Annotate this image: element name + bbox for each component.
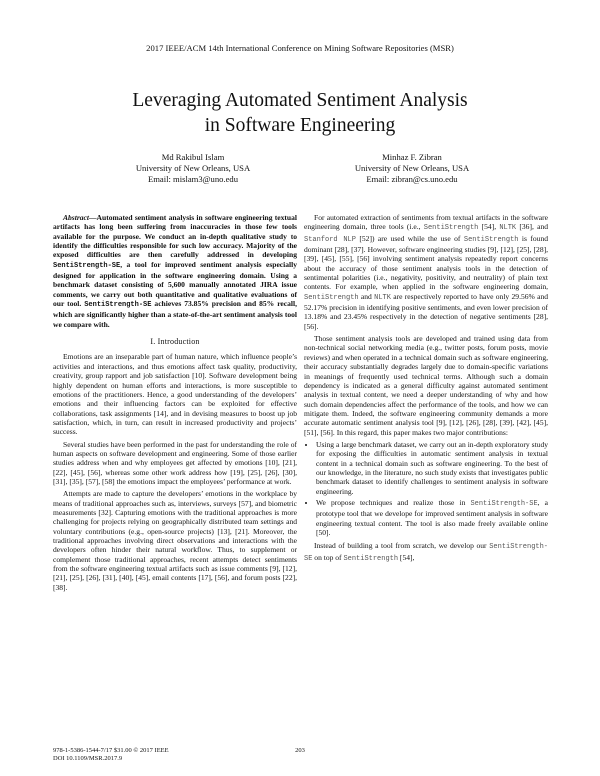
author-affiliation: University of New Orleans, USA (354, 163, 470, 173)
paragraph: Several studies have been performed in the past for understanding the role of human aspects on software development and engineering. Some of those earlier studies address when and why employees get affected by emotions [10], [21], [22], [45], [56], whereas some other work address how [19], [25], [26], [30], [31], [35], [57], [58] the emotions impact the employees’ performance at work. (53, 439, 297, 486)
page-number: 203 (295, 747, 305, 754)
paragraph: Those sentiment analysis tools are developed and trained using data from non-technical social networking media (e.g., twitter posts, forum posts, movie reviews) and when operated in a technical domain such as software engineering, their accuracy substantially degrades largely due to domain-specific variations in meanings of frequently used technical terms. Although such a domain dependency is indicated as a general difficulty against automated sentiment analysis in textual content, we need a deeper understanding of why and how such domain dependencies affect the performance of the tools, and how we can mitigate them. Indeed, the software engineering community demands a more accurate automatic sentiment analysis tool [9], [12], [26], [28], [39], [42], [45], [51], [56]. In this regard, this paper makes two major contributions: (304, 334, 548, 437)
author-2 (297, 152, 527, 185)
author-email: Email: mislam3@uno.edu (147, 174, 239, 184)
author-affiliation: University of New Orleans, USA (135, 163, 251, 173)
contribution-list (304, 440, 548, 537)
section-heading-introduction: I. Introduction (150, 337, 200, 347)
paper-title (60, 88, 540, 138)
title-line-1: Leveraging Automated Sentiment Analysis (132, 90, 468, 111)
paragraph: For automated extraction of sentiments from textual artifacts in the software engineering domain, three tools (i.e., SentiStrength [54], NLTK [36], and Stanford NLP [52]) are used while the use of SentiStrength is found dominant [28], [37]. However, software engineering studies [9], [12], [25], [28], [39], [45], [55], [56] involving sentiment analysis repeatedly report concerns about the accuracy of those sentiment analysis tools in the detection of sentimental polarities (i.e., negativity, positivity, and neutrality) of plain text contents. For example, when applied in the software engineering domain, SentiStrength and NLTK are respectively reported to have only 29.56% and 52.17% precision in identifying positive sentiments, and even lower precision of 13.18% and 23.45% respectively in the detection of negative sentiments [28], [56]. (304, 213, 548, 331)
list-item: • Using a large benchmark dataset, we carry out an in-depth exploratory study for exposing the difficulties in automatic sentiment analysis in textual content in a technical domain such as software engineering. To the best of our knowledge, in the literature, no such study exists that investigates public benchmark dataset to identify challenges to sentiment analysis in software engineering. (316, 440, 548, 496)
footer-copyright: 978-1-5386-1544-7/17 $31.00 © 2017 IEEE DOI 10.1109/MSR.2017.9 (53, 747, 169, 762)
author-1 (78, 152, 308, 185)
right-column (304, 213, 548, 567)
author-name: Minhaz F. Zibran (382, 152, 442, 162)
author-name: Md Rakibul Islam (161, 152, 225, 162)
abstract-label: Abstract (63, 213, 89, 222)
list-item: • We propose techniques and realize those in SentiStrength-SE, a prototype tool that we develope for improved sentiment analysis in software engineering textual content. The tool is also made freely available online [50]. (316, 498, 548, 537)
paragraph: Emotions are an inseparable part of human nature, which influence people’s activities and interactions, and thus emotions affect task quality, productivity, creativity, group rapport and job satisfaction [10]. Software development being highly dependent on human efforts and interactions, is more susceptible to emotions of the practitioners. Hence, a good understanding of the developers’ emotions and their influencing factors can be exploited for effective collaborations, task assignments [14], and in devising measures to boost up job satisfaction, which, in turn, can result in increased productivity and projects’ success. (53, 352, 297, 437)
conference-header: 2017 IEEE/ACM 14th International Conference on Mining Software Repositories (MSR) (146, 43, 454, 53)
paragraph: Attempts are made to capture the developers’ emotions in the workplace by means of traditional approaches such as, interviews, surveys [57], and biometric measurements [32]. Capturing emotions with the traditional approaches is more challenging for projects relying on geographically distributed team settings and voluntary contributions (e.g., open-source projects) [13], [21]. Moreover, the traditional approaches involving direct observations and interactions with the developers often hinder their natural workflow. Thus, to supplement or complement those traditional approaches, recent attempts detect sentiments from the software engineering textual artifacts such as issue comments [9], [12], [21], [25], [26], [31], [40], [45], email contents [17], [56], and forum posts [22], [38]. (53, 489, 297, 592)
abstract: Abstract—Automated sentiment analysis in software engineering textual artifacts has long been suffering from inaccuracies in those few tools available for the purpose. We conduct an in-depth qualitative study to identify the difficulties responsible for such low accuracy. Majority of the exposed difficulties are then carefully addressed in developing SentiStrength-SE, a tool for improved sentiment analysis especially designed for application in the software engineering domain. Using a benchmark dataset consisting of 5,600 manually annotated JIRA issue comments, we carry out both quantitative and qualitative evaluations of our tool. SentiStrength-SE achieves 73.85% precision and 85% recall, which are significantly higher than a state-of-the-art sentiment analysis tool we compare with. (53, 213, 297, 329)
author-email: Email: zibran@cs.uno.edu (366, 174, 458, 184)
paragraph: Instead of building a tool from scratch, we develop our SentiStrength-SE on top of SentiStrength [54], (304, 541, 548, 563)
title-line-2: in Software Engineering (204, 115, 396, 136)
left-column (53, 213, 297, 595)
